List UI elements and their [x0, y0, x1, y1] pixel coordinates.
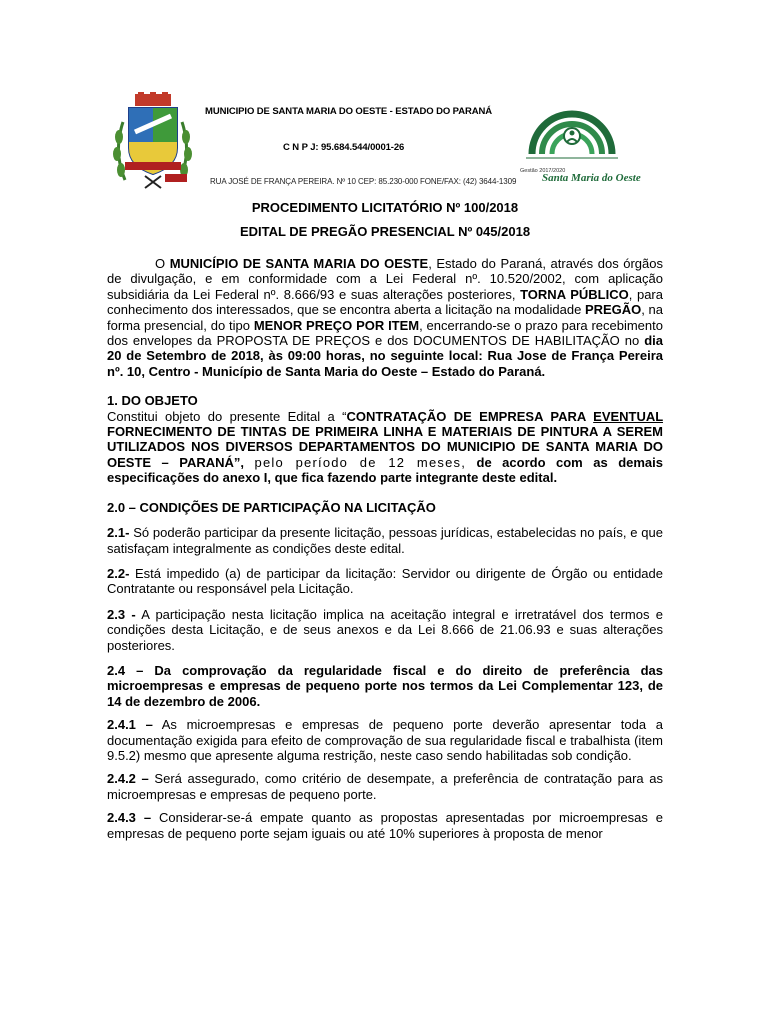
cnpj-line: C N P J: 95.684.544/0001-26	[283, 142, 405, 153]
text-run: TORNA PÚBLICO	[520, 286, 629, 302]
text-run: Constitui objeto do presente Edital a “	[107, 408, 347, 424]
clause-number: 2.3 -	[107, 606, 136, 622]
procedure-title: PROCEDIMENTO LICITATÓRIO Nº 100/2018	[251, 200, 519, 215]
logo-caption: Gestão 2017/2020	[520, 168, 566, 174]
text-run: As microempresas e empresas de pequeno porte deverão apresentar toda a documentação exigida para efeito de comprovação de sua regularidade fiscal e trabalhista (item 9.5.2) mesmo que apresente alguma restrição, neste caso sendo habilitadas sob condição.	[107, 717, 663, 763]
intro-paragraph	[107, 256, 663, 379]
clause-2-4	[107, 663, 663, 709]
text-run: dia 20 de Setembro de 2018, às 09:00 horas, no seguinte local: Rua Jose de França Pereira nº. 10, Centro - Município de Santa Maria do Oeste – Estado do Paraná.	[107, 333, 663, 379]
text-run: PREGÃO	[584, 302, 642, 318]
clause-number: 2.4.2 –	[107, 771, 149, 787]
text-run: MENOR PREÇO POR ITEM	[253, 317, 420, 333]
text-run: O	[155, 256, 170, 271]
text-run: FORNECIMENTO DE TINTAS DE PRIMEIRA LINHA E MATERIAIS DE PINTURA A SEREM UTILIZADOS NOS DIVERSOS DEPARTAMENTOS DO MUNICIPIO DE SANTA MARIA DO OESTE – PARANÁ”,	[107, 424, 663, 470]
clause-2-4-2	[107, 771, 663, 802]
clause-2-3	[107, 607, 663, 653]
text-run: MUNICÍPIO DE SANTA MARIA DO OESTE	[169, 256, 429, 271]
objeto-paragraph	[107, 409, 663, 486]
text-run: , na forma presencial, do tipo	[107, 302, 663, 333]
text-run: , Estado do Paraná, através dos órgãos de divulgação, e em conformidade com a Lei Federal nº. 10.520/2002, com aplicação subsidiária da Lei Federal nº. 8.666/93 e suas alterações posteriores,	[107, 256, 664, 302]
text-run: Considerar-se-á empate quanto as propostas apresentadas por microempresas e empresas de pequeno porte sejam iguais ou até 10% superiores à proposta de menor	[107, 810, 663, 841]
clause-2-2	[107, 566, 663, 597]
text-run: 2.4 – Da comprovação da regularidade fiscal e do direito de preferência das microempresas e empresas de pequeno porte nos termos da Lei Complementar 123, de 14 de dezembro de 2006.	[107, 662, 663, 709]
clause-2-1	[107, 525, 663, 556]
clause-number: 2.4.3 –	[107, 810, 152, 826]
text-run: A participação nesta licitação implica na aceitação integral e irretratável dos termos e condições desta Licitação, e de seus anexos e da Lei 8.666 de 21.06.93 e suas alterações posteriores.	[107, 606, 663, 653]
clause-number: 2.2-	[107, 565, 130, 581]
logo-wordmark: Santa Maria do Oeste	[542, 172, 641, 184]
edital-title: EDITAL DE PREGÃO PRESENCIAL Nº 045/2018	[239, 224, 531, 239]
municipality-heading: MUNICIPIO DE SANTA MARIA DO OESTE - ESTADO DO PARANÁ	[205, 106, 493, 117]
document-body	[107, 256, 663, 841]
text-run: , encerrando-se o prazo para recebimento dos envelopes da PROPOSTA DE PREÇOS e dos DOCUMENTOS DE HABILITAÇÃO no	[107, 317, 663, 349]
text-run: , para conhecimento dos interessados, que se encontra aberta a licitação na modalidade	[107, 286, 663, 318]
text-run: Será assegurado, como critério de desempate, a preferência de contratação para as microempresas e empresas de pequeno porte.	[107, 771, 663, 802]
clause-2-4-1	[107, 717, 663, 763]
municipal-crest-icon	[105, 92, 200, 192]
clause-2-4-3	[107, 810, 663, 841]
text-run: EVENTUAL	[593, 408, 663, 424]
text-run: de acordo com as demais especificações do anexo I, que fica fazendo parte integrante deste edital.	[107, 454, 663, 486]
text-run: Só poderão participar da presente licitação, pessoas jurídicas, estabelecidas no país, e que satisfaçam integralmente as condições deste edital.	[107, 525, 663, 556]
section-heading-condicoes	[107, 500, 663, 515]
text-run: 2.0 – CONDIÇÕES DE PARTICIPAÇÃO NA LICITAÇÃO	[107, 499, 436, 515]
letterhead	[105, 92, 641, 192]
clause-number: 2.1-	[107, 525, 130, 541]
address-line: RUA JOSÉ DE FRANÇA PEREIRA. Nº 10 CEP: 85.230-000 FONE/FAX: (42) 3644-1309	[210, 177, 517, 186]
text-run: pelo período de 12 meses,	[254, 454, 467, 470]
section-heading-objeto	[107, 393, 663, 408]
clause-number: 2.4.1 –	[107, 717, 153, 733]
text-run: 1. DO OBJETO	[107, 393, 198, 409]
text-run: CONTRATAÇÃO DE EMPRESA PARA	[346, 408, 594, 424]
text-run: Está impedido (a) de participar da licitação: Servidor ou dirigente de Órgão ou entidade Contratante ou responsável pela Licitação.	[107, 565, 663, 597]
